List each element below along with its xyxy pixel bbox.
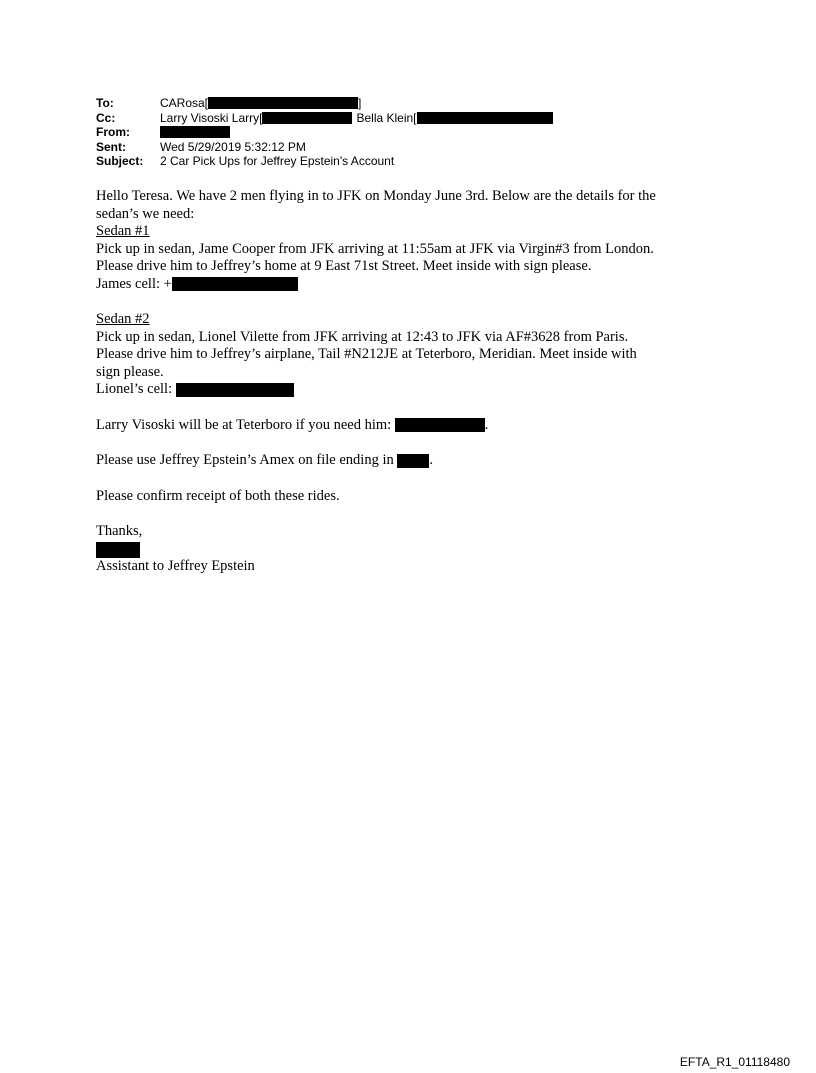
sedan1-details: Please drive him to Jeffrey’s home at 9 East 71st Street. Meet inside with sign please. <box>96 258 592 274</box>
to-tail: ] <box>358 96 362 110</box>
thanks-line: Thanks, <box>96 523 143 539</box>
sedan2-cell-label: Lionel’s cell: <box>96 381 176 397</box>
to-label: To: <box>96 96 114 110</box>
redaction-bar <box>262 112 352 124</box>
redaction-bar <box>160 126 230 138</box>
from-label: From: <box>96 125 130 139</box>
sedan2-details: Please drive him to Jeffrey’s airplane, Tail #N212JE at Teterboro, Meridian. Meet inside with <box>96 346 637 362</box>
subject-row <box>96 154 553 169</box>
to-value: CARosa[ <box>160 96 209 110</box>
larry-line: Larry Visoski will be at Teterboro if you need him: . <box>96 416 489 433</box>
email-body <box>96 188 736 576</box>
greeting-line: Hello Teresa. We have 2 men flying in to JFK on Monday June 3rd. Below are the details for the <box>96 188 656 204</box>
subject-value: 2 Car Pick Ups for Jeffrey Epstein's Account <box>160 154 395 168</box>
sedan1-cell <box>96 276 736 294</box>
redaction-bar <box>417 112 553 124</box>
to-row <box>96 96 553 111</box>
from-row <box>96 125 553 140</box>
cc-row <box>96 111 553 126</box>
redaction-bar <box>395 418 485 432</box>
signature-name <box>96 541 736 559</box>
sedan1-heading: Sedan #1 <box>96 223 150 239</box>
subject-label: Subject: <box>96 154 144 168</box>
sent-row <box>96 140 553 155</box>
cc-label: Cc: <box>96 110 116 125</box>
sent-value: Wed 5/29/2019 5:32:12 PM <box>160 139 306 154</box>
cc-value-1: Larry Visoski Larry[ <box>160 110 263 125</box>
sedan2-cell <box>96 381 736 399</box>
sedan2-details: Pick up in sedan, Lionel Vilette from JFK arriving at 12:43 to JFK via AF#3628 from Paris. <box>96 328 629 345</box>
redaction-bar <box>208 97 358 109</box>
document-id: EFTA_R1_01118480 <box>679 1055 790 1069</box>
sedan2-details: sign please. <box>96 363 164 380</box>
amex-line: Please use Jeffrey Epstein’s Amex on file ending in . <box>96 452 433 468</box>
sedan2-heading: Sedan #2 <box>96 311 150 327</box>
redaction-bar <box>397 454 429 468</box>
sedan1-cell-label: James cell: + <box>96 275 172 292</box>
sedan1-details: Pick up in sedan, Jame Cooper from JFK arriving at 11:55am at JFK via Virgin#3 from London. <box>96 240 654 257</box>
cc-value-2: Bella Klein[ <box>356 110 417 125</box>
redaction-bar <box>172 277 298 291</box>
greeting-line: sedan’s we need: <box>96 205 195 222</box>
confirm-line: Please confirm receipt of both these rides. <box>96 487 340 504</box>
signature-title: Assistant to Jeffrey Epstein <box>96 558 255 574</box>
redaction-bar <box>176 383 294 397</box>
sent-label: Sent: <box>96 139 126 154</box>
redaction-bar <box>96 542 140 558</box>
email-header <box>96 96 553 169</box>
